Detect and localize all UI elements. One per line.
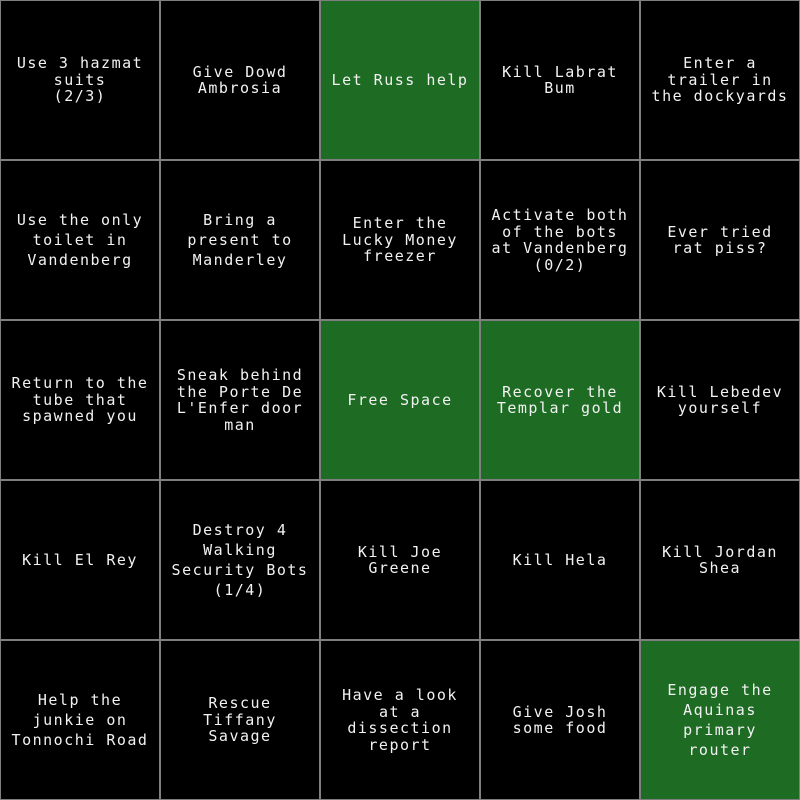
bingo-cell-label: Bring a present to Manderley — [187, 210, 293, 270]
bingo-cell-label: Let Russ help — [331, 70, 469, 89]
bingo-cell-label: Have a look at a dissection report — [342, 686, 458, 754]
bingo-cell[interactable] — [0, 320, 160, 480]
bingo-cell-label: Kill Labrat Bum — [502, 62, 618, 97]
bingo-cell[interactable] — [640, 0, 800, 160]
bingo-cell-label: Give Dowd Ambrosia — [192, 62, 288, 97]
bingo-cell-label: Activate both of the bots at Vandenberg (0/2) — [491, 206, 629, 274]
bingo-cell[interactable] — [640, 640, 800, 800]
bingo-cell[interactable] — [320, 320, 480, 480]
bingo-cell[interactable] — [160, 0, 320, 160]
bingo-cell[interactable] — [0, 160, 160, 320]
bingo-cell[interactable] — [0, 480, 160, 640]
bingo-cell[interactable] — [160, 320, 320, 480]
bingo-cell-label: Rescue Tiffany Savage — [203, 694, 277, 746]
bingo-cell-label: Use 3 hazmat suits (2/3) — [16, 54, 144, 106]
bingo-cell-label: Give Josh some food — [512, 702, 608, 737]
bingo-cell[interactable] — [480, 0, 640, 160]
bingo-cell[interactable] — [160, 480, 320, 640]
bingo-cell[interactable] — [480, 640, 640, 800]
bingo-cell-label: Return to the tube that spawned you — [11, 374, 149, 426]
bingo-cell-label: Destroy 4 Walking Security Bots (1/4) — [171, 520, 309, 600]
bingo-cell[interactable] — [320, 160, 480, 320]
bingo-cell-label: Use the only toilet in Vandenberg — [16, 210, 144, 270]
bingo-cell[interactable] — [480, 160, 640, 320]
bingo-cell-label: Kill Joe Greene — [357, 542, 443, 577]
bingo-cell[interactable] — [160, 160, 320, 320]
bingo-cell[interactable] — [160, 640, 320, 800]
bingo-cell-label: Kill Lebedev yourself — [656, 382, 784, 417]
bingo-cell[interactable] — [640, 160, 800, 320]
bingo-cell[interactable] — [480, 320, 640, 480]
bingo-cell[interactable] — [640, 320, 800, 480]
bingo-cell-label: Kill El Rey — [22, 550, 138, 569]
bingo-cell-label: Free Space — [347, 390, 453, 409]
bingo-cell-label: Enter the Lucky Money freezer — [342, 214, 458, 266]
bingo-cell-label: Recover the Templar gold — [496, 382, 624, 417]
bingo-cell-label: Kill Jordan Shea — [662, 542, 778, 577]
bingo-cell[interactable] — [320, 0, 480, 160]
bingo-cell[interactable] — [320, 480, 480, 640]
bingo-cell[interactable] — [320, 640, 480, 800]
bingo-cell-label: Sneak behind the Porte De L'Enfer door man — [176, 366, 304, 434]
bingo-cell-label: Enter a trailer in the dockyards — [651, 54, 789, 106]
bingo-cell-label: Help the junkie on Tonnochi Road — [11, 690, 149, 750]
bingo-cell-label: Engage the Aquinas primary router — [667, 680, 773, 760]
bingo-cell-label: Ever tried rat piss? — [667, 222, 773, 257]
bingo-cell[interactable] — [0, 0, 160, 160]
bingo-cell[interactable] — [0, 640, 160, 800]
bingo-cell[interactable] — [480, 480, 640, 640]
bingo-cell[interactable] — [640, 480, 800, 640]
bingo-cell-label: Kill Hela — [512, 550, 608, 569]
